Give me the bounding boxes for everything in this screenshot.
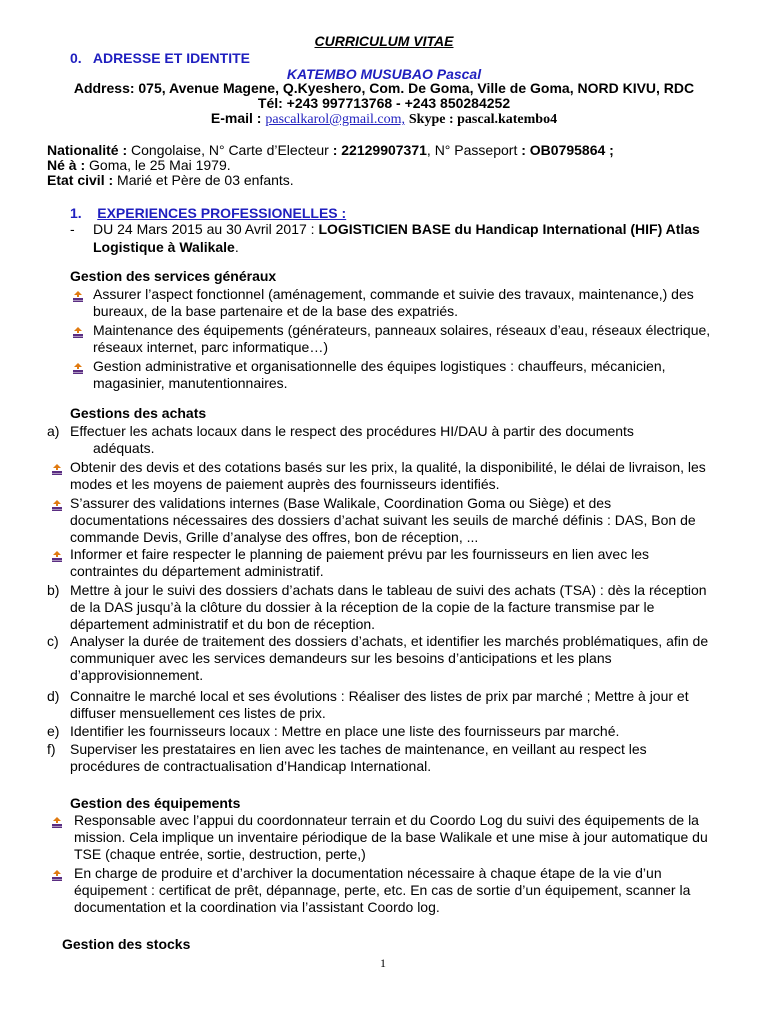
civil-label: Etat civil : — [47, 172, 114, 188]
purchase-item-line: communiquer avec les services demandeurs sur les besoins d’anticipations et les plans — [70, 650, 612, 666]
voter-card-number: : 22129907371 — [332, 142, 427, 158]
job-title-2: Logistique à Walikale — [93, 239, 235, 255]
passport-number: : OB0795864 ; — [521, 142, 614, 158]
email-label: E-mail : — [210, 110, 262, 126]
purchase-item-line: modes et les moyens de paiement auprès des fournisseurs identifiés. — [70, 476, 500, 492]
phone-line: Tél: +243 997713768 - +243 850284252 — [257, 95, 511, 111]
address-line: Address: 075, Avenue Magene, Q.Kyeshero, Com. De Goma, Ville de Goma, NORD KIVU, RDC — [73, 80, 695, 96]
purchase-item-line: commande Devis, Grille d’analyse des offres, bon de réception, ... — [70, 529, 479, 545]
section-title: ADRESSE ET IDENTITE — [92, 50, 250, 66]
purchase-item-line: département administratif et du bon de réception. — [70, 616, 376, 632]
list-marker: b) — [47, 582, 60, 598]
purchase-item-line: Analyser la durée de traitement des dossiers d’achats, et identifier les marchés problématiques, afin de — [70, 633, 709, 649]
arrow-bullet-icon — [73, 361, 82, 370]
section-heading-experience — [70, 205, 346, 222]
service-item-line: réseaux internet, parc informatique…) — [93, 339, 328, 355]
purchase-item-line: Superviser les prestataires en lien avec les taches de maintenance, en veillant au respect les — [70, 741, 647, 757]
job-line-1 — [93, 221, 700, 238]
purchase-item-line: contraintes du département administratif. — [70, 563, 324, 579]
nationality-label: Nationalité : — [47, 142, 128, 158]
purchase-item-line: d’approvisionnement. — [70, 667, 204, 683]
email-line — [0, 110, 768, 128]
job-line-2 — [93, 239, 239, 256]
purchase-item-line: diffuser mensuellement ces listes de prix. — [70, 705, 326, 721]
heading-purchases: Gestions des achats — [70, 405, 207, 421]
heading-stocks: Gestion des stocks — [62, 936, 191, 952]
heading-equipment: Gestion des équipements — [70, 795, 241, 811]
arrow-bullet-icon — [52, 549, 61, 558]
purchase-item-line: Identifier les fournisseurs locaux : Mettre en place une liste des fournisseurs par marché. — [70, 723, 620, 739]
born-label: Né à : — [47, 157, 86, 173]
person-name: KATEMBO MUSUBAO Pascal — [286, 66, 482, 82]
arrow-bullet-icon — [73, 325, 82, 334]
page-number: 1 — [380, 956, 386, 970]
job-title-end: . — [234, 239, 239, 255]
list-marker: c) — [47, 633, 59, 649]
email-link[interactable]: pascalkarol@gmail.com, — [265, 112, 405, 127]
list-marker: f) — [47, 741, 56, 757]
heading-services: Gestion des services généraux — [70, 268, 277, 284]
passport-label: , N° Passeport — [426, 142, 522, 158]
list-marker: a) — [47, 423, 60, 439]
purchase-item-line: adéquats. — [93, 440, 155, 456]
civil-status-line — [47, 172, 294, 189]
service-item-line: Gestion administrative et organisationnelle des équipes logistiques : chauffeurs, mécanicien, — [93, 358, 666, 374]
document-title: CURRICULUM VITAE — [314, 33, 454, 49]
arrow-bullet-icon — [73, 289, 82, 298]
equipment-item-line: TSE (chaque entrée, sortie, destruction, perte,) — [74, 846, 366, 862]
section-heading-address — [70, 50, 250, 67]
section-number: 1. — [70, 205, 82, 221]
arrow-bullet-icon — [52, 498, 61, 507]
purchase-item-line: Informer et faire respecter le planning de paiement prévu par les fournisseurs en lien avec les — [70, 546, 649, 562]
equipment-item-line: équipement : certificat de prêt, dépannage, perte, etc. En cas de sortie d’un équipement, scanner la — [74, 882, 691, 898]
job-title-1: LOGISTICIEN BASE du Handicap International (HIF) Atlas — [318, 221, 700, 237]
purchase-item-line: de la DAS jusqu’à la clôture du dossier à la réception de la copie de la facture transmise par le — [70, 599, 655, 615]
list-marker: e) — [47, 723, 60, 739]
arrow-bullet-icon — [52, 868, 61, 877]
section-number: 0. — [70, 50, 82, 66]
purchase-item-line: S’assurer des validations internes (Base Walikale, Coordination Goma ou Siège) et des — [70, 495, 612, 511]
skype-text: Skype : pascal.katembo4 — [408, 112, 558, 127]
job-dash: - — [70, 221, 75, 237]
job-period: DU 24 Mars 2015 au 30 Avril 2017 : — [93, 221, 319, 237]
equipment-item-line: En charge de produire et d’archiver la documentation nécessaire à chaque étape de la vie d’un — [74, 865, 662, 881]
service-item-line: bureaux, de la base partenaire et de la base des expatriés. — [93, 303, 459, 319]
purchase-item-line: Obtenir des devis et des cotations basés sur les prix, la qualité, la disponibilité, le délai de livraison, les — [70, 459, 706, 475]
list-marker: d) — [47, 688, 60, 704]
born-value: Goma, le 25 Mai 1979. — [85, 157, 231, 173]
purchase-item-line: Connaitre le marché local et ses évolutions : Réaliser des listes de prix par marché ; Mettre à jour et — [70, 688, 689, 704]
equipment-item-line: documentation et la coordination via l’assistant Coordo log. — [74, 899, 440, 915]
service-item-line: Maintenance des équipements (générateurs, panneaux solaires, réseaux d’eau, réseaux électrique, — [93, 322, 711, 338]
service-item-line: magasinier, manutentionnaires. — [93, 375, 288, 391]
arrow-bullet-icon — [52, 462, 61, 471]
nationality-value: Congolaise, N° Carte d’Electeur — [127, 142, 333, 158]
service-item-line: Assurer l’aspect fonctionnel (aménagement, commande et suivie des travaux, maintenance,) des — [93, 286, 694, 302]
purchase-item-line: Effectuer les achats locaux dans le respect des procédures HI/DAU à partir des documents — [70, 423, 634, 439]
section-title: EXPERIENCES PROFESSIONELLES : — [97, 205, 347, 221]
purchase-item-line: procédures de contractualisation d’Handicap International. — [70, 758, 432, 774]
equipment-item-line: mission. Cela implique un inventaire périodique de la base Walikale et une mise à jour automatique du — [74, 829, 708, 845]
purchase-item-line: Mettre à jour le suivi des dossiers d’achats dans le tableau de suivi des achats (TSA) : dès la réception — [70, 582, 707, 598]
purchase-item-line: documentations nécessaires des dossiers d’achat suivant les seuils de marché définis : DAS, Bon de — [70, 512, 696, 528]
equipment-item-line: Responsable avec l’appui du coordonnateur terrain et du Coordo Log du suivi des équipements de la — [74, 812, 699, 828]
civil-value: Marié et Père de 03 enfants. — [113, 172, 294, 188]
arrow-bullet-icon — [52, 815, 61, 824]
